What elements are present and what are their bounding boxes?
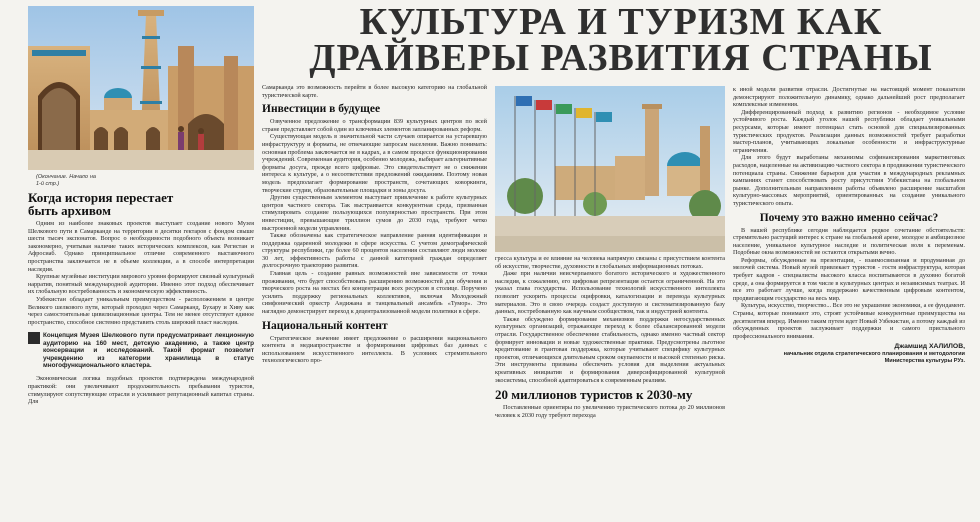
khiva-illustration [28, 6, 254, 170]
headline-line2: ДРАЙВЕРЫ РАЗВИТИЯ СТРАНЫ [309, 37, 933, 79]
continuation-note: (Окончание. Начало на 1-й стр.) [36, 174, 96, 187]
paragraph: Также обсуждено формирование механизмов поддержки негосударственных культурных организаций, отражающее переход к более сбалансированной модели отрасли. Государственное обеспечение стабильность, однако именно частный сектор формирует инновации и новые художественные практики. Предусмотрены льготное кредитование и грантовая поддержка, которые учитывают специфику культурных проектов, отличающихся длительным сроком окупаемости и высокой степенью риска. Эти инструменты призваны обеспечить условия для выделения актуальных креативных инициатив и формирования диверсифицированной культурной экосистемы, способной адаптироваться к современным реалиям. [495, 315, 725, 384]
paragraph: Главная цель - создание равных возможностей вне зависимости от точки проживания, что будет способствовать расширению возможностей для обучения и творческого роста на местах без концентрации всех ресурсов в столице. Поручено усилить поддержку региональных коллективов, включая Молодежный симфонический оркестр Андижана и танцевальный ансамбль «Тумор». Это наглядно демонстрирует переход к децентрализованной модели политики в сфере. [262, 270, 487, 316]
paragraph: Реформы, обсужденные на презентации, - взаимосвязанная и продуманная до мелочей система. Новый музей привлекает туристов - гостя инфраструктура, которая требует кадров - специалисты высокого класса воспитываются в духовно богатой среде, а она формируется в том числе в культурных центрах и независимых театрах. И все это работает лучше, когда поддержано качественным цифровым контентом, продвигающим государство на весь мир. [733, 256, 965, 302]
paragraph: Культура, искусство, творчество... Все это не украшение экономики, а ее фундамент. Страны, которые понимают это, строят устойчивые конкурентные преимущества на десятилетия вперед. Именно таким путем идет Новый Узбекистан, а потому каждый из обсужденных проектов заслуживает поддержки и самого пристального профессионального внимания. [733, 302, 965, 340]
headline-line1: КУЛЬТУРА И ТУРИЗМ КАК [359, 1, 883, 43]
callout-block [28, 332, 254, 369]
column-1 [28, 174, 254, 520]
paragraph: В нашей республике сегодня наблюдается редкое сочетание обстоятельств: стремительно растущий интерес к стране на глобальной арене, молодое и амбициозное население, уникальное культурное наследие и политическая воля к переменам. Подобные окна возможностей не остаются открытыми вечно. [733, 226, 965, 257]
photo-khiva-architecture [28, 6, 254, 170]
column-4 [733, 86, 965, 520]
author-name: Джамшид ХАЛИЛОВ, [894, 343, 965, 351]
paragraph: Самарканда это возможность перейти в более высокую категорию на глобальной туристической карте. [262, 84, 487, 99]
column-3 [495, 255, 725, 520]
section-heading-why-now: Почему это важно именно сейчас? [759, 211, 939, 224]
paragraph: гресса культура и ее влияние на человека напрямую связаны с присутствием контента об искусстве, творчестве, духовности в глобальных информационных потоках. [495, 255, 725, 270]
callout-marker-icon [28, 332, 40, 344]
section-heading-tourists: 20 миллионов туристов к 2030-му [495, 387, 693, 403]
headline [262, 1, 980, 79]
paragraph: Одним из наиболее знаковых проектов выступает создание нового Музея Шелкового пути в Самарканде на территории в десятки гектаров с фондом свыше шести тысяч экспонатов. Вопрос о необходимости подобного объекта возникает закономерно, учитывая наличие таких исторических комплексов, как Регистан и Афросиаб. Однако принципиальное отличие современного выставочного пространства заключается не в объеме коллекции, а в способе интерпретации наследия. [28, 220, 254, 273]
paragraph: Также обозначены как стратегическое направление ранняя идентификация и поддержка одаренной молодежи в сфере искусства. С учетом демографической структуры республики, где более 60 процентов населения составляют люди моложе 30 лет, эффективность работы с данной категорией граждан определяет долгосрочную траекторию развития. [262, 232, 487, 270]
paragraph: Стратегическое значение имеет предложение о расширении национального контента в медиапространстве и формировании цифровых баз данных с использованием искусственного интеллекта. В условиях стремительного технологического про- [262, 334, 487, 365]
column-2 [262, 84, 487, 520]
paragraph: Экономическая логика подобных проектов подтверждена международной практикой: они увеличивают продолжительность пребывания туристов, стимулируют сопутствующие отрасли и усиливают репутационный капитал страны. Для [28, 375, 254, 406]
photo-flags-skyline [495, 86, 725, 252]
paragraph: Другим существенным элементом выступает привлечение к работе культурных центров частного сектора. Так выстраивается конкурентная среда, призванная стимулировать создание пользующихся популярностью пространств. При этом инвестиции, превышающие триллион сумов до 2030 года, требуют четко выстроенной модели управления. [262, 194, 487, 232]
paragraph: к иной модели развития отрасли. Достигнутые на настоящий момент показатели демонстрируют положительную динамику, однако дальнейший рост предполагает комплексные изменения. [733, 86, 965, 109]
section-heading-investments: Инвестиции в будущее [262, 103, 381, 116]
paragraph: Для этого будут выработаны механизмы софинансирования маркетинговых расходов, нацеленные на активизацию частного сектора в продвижении туристического потенциала страны. Снижение барьеров для участия в международных рекламных кампаниях станет способствовать росту присутствия Узбекистана на глобальном рынке. Дополнительным направлением работы объявлено расширение масштабов культурно-массовых мероприятий, ориентированных на создание уникального туристического опыта. [733, 154, 965, 207]
section-heading-national-content: Национальный контент [262, 319, 388, 332]
paragraph: Озвученное предложение о трансформации 839 культурных центров по всей стране представляет собой один из ключевых элементов запланированных реформ. [262, 118, 487, 133]
callout-text: Концепция Музея Шелкового пути предусматривает лекционную аудиторию на 160 мест, детскую академию, а также центр консервации и исследований. Такой формат позволит учреждению из категории хранилища в статус многофункционального кластера. [43, 332, 254, 369]
paragraph: Узбекистан обладает уникальным преимуществом - расположением в центре Великого шелкового пути, который проходил через Самарканд, Бухару и Хиву как через самостоятельные цивилизационные центры. Тем не менее отсутствует единое пространство, способное системно представить столь широкий пласт наследия. [28, 295, 254, 326]
section-heading-history: Когда история перестает быть архивом [28, 190, 174, 218]
author-role: начальник отдела стратегического планирования и методологии Министерства культуры РУз. [783, 351, 965, 364]
paragraph: Поставленные ориентиры по увеличению туристического потока до 20 миллионов человек к 2030 году требуют перехода [495, 404, 725, 419]
paragraph: Крупные музейные институции мирового уровня формируют связный культурный нарратив, понятный международной аудитории. Именно этот подход обеспечивает их глобальную востребованность и экономическую эффективность. [28, 273, 254, 296]
paragraph: Дифференцированный подход к развитию регионов - необходимое условие устойчивого роста. Каждый уголок нашей республики обладает уникальными ресурсами, которые имеют потенциал стать основой для специализированных туристических продуктов. Реализация данных возможностей требует разработки мастер-планов, учитывающих локальные особенности и инфраструктурные ограничения. [733, 108, 965, 154]
skyline-illustration [495, 86, 725, 252]
paragraph: Даже при наличии неисчерпаемого богатого исторического и художественного наследия, к сожалению, его цифровая репрезентация остается ограниченной. На это указал глава государства. Использование технологий искусственного интеллекта позволит ускорить процессы оцифровки, каталогизации и перевода культурных материалов. Это в свою очередь создаст доступную и систематизированную базу данных, востребованную как научным сообществом, так и индустрией контента. [495, 270, 725, 316]
paragraph: Существующая модель в значительной части случаев опирается на устаревшую инфраструктуру и форматы, не отвечающие запросам населения. Важно понимать: основная проблема заключается не в кадрах, а в самом процессе функционирования учреждений. Современная аудитория, особенно молодежь, выбирает альтернативные форматы досуга, прежде всего цифровые. Это свидетельствует не о снижении интереса к культуре, а о несоответствии предложений ожиданиям. Поэтому новая модель предполагает формирование пространств, сочетающих коворкинги, творческие студии, образовательные площадки и зоны досуга. [262, 133, 487, 194]
